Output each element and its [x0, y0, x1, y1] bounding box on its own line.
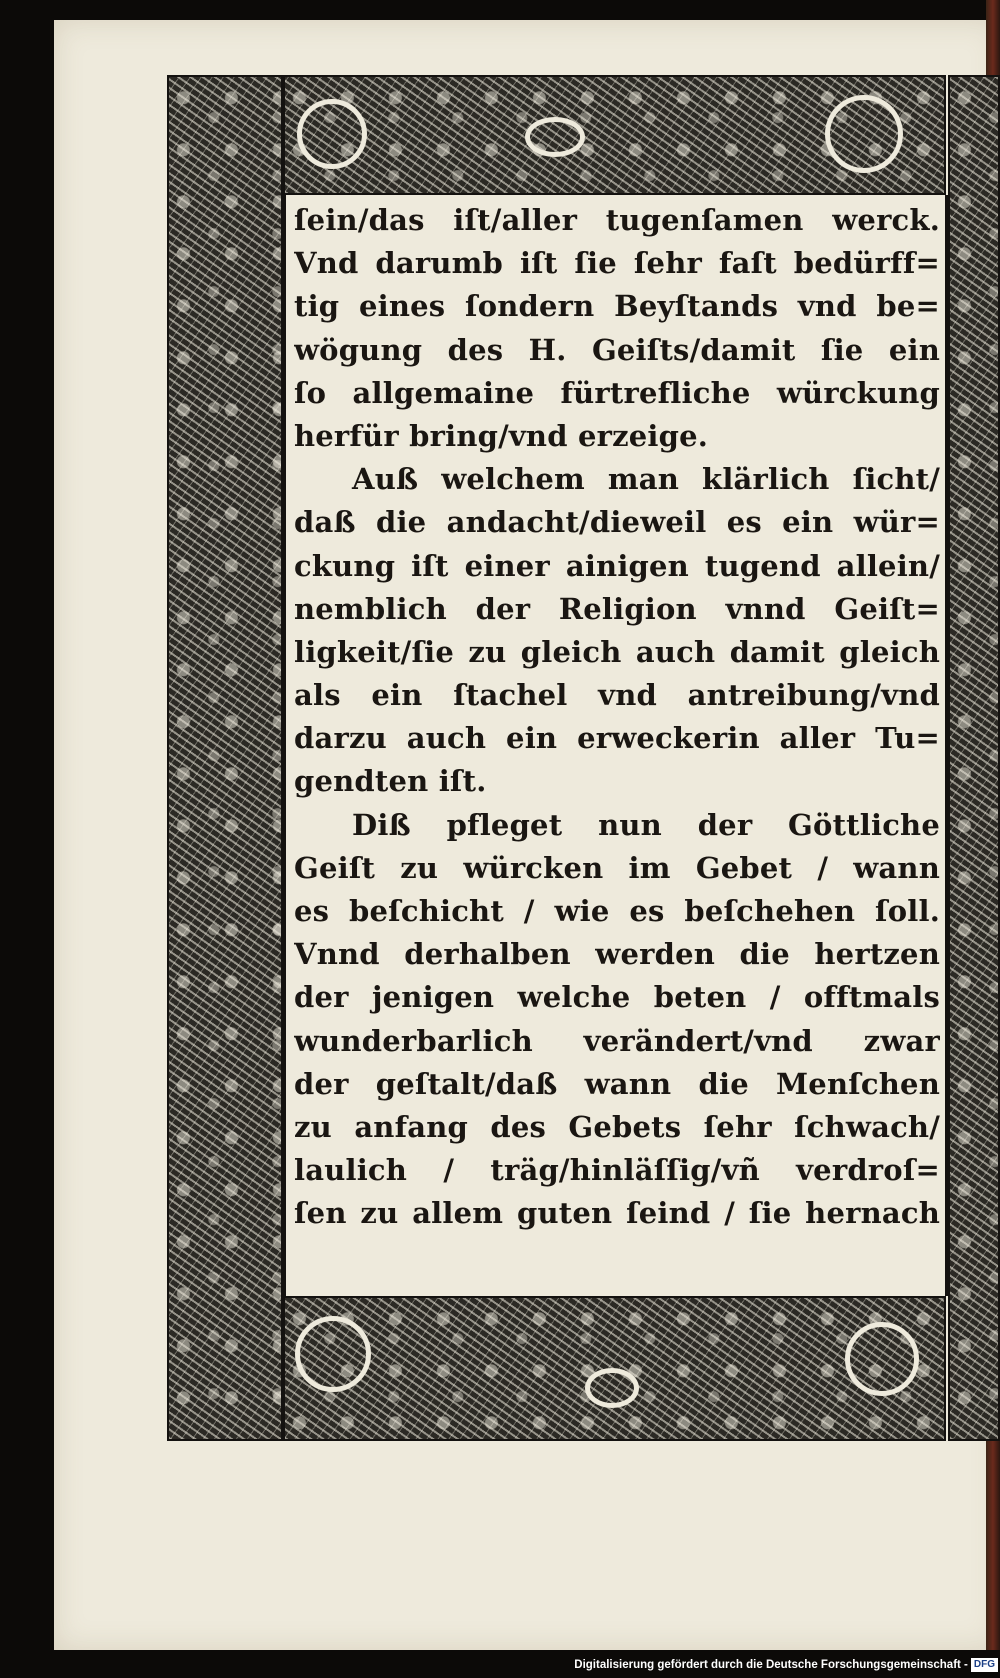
text-line: nemblich der Religion vnnd Geiſt=: [294, 591, 940, 626]
text-line: der geſtalt/daß wann die Menſchen: [294, 1066, 940, 1101]
dfg-logo: DFG: [971, 1658, 998, 1672]
text-line: ckung iſt einer ainigen tugend allein/: [294, 548, 940, 583]
woodcut-border-top: [283, 75, 946, 195]
text-line: ſo allgemaine fürtrefliche würckung: [294, 375, 940, 410]
text-line: darzu auch ein erweckerin aller Tu=: [294, 721, 940, 756]
text-line: Vnd darumb iſt ſie ſehr faſt bedürff=: [294, 246, 940, 281]
woodcut-border-right: [948, 75, 1000, 1441]
text-line: Vnnd derhalben werden die hertzen: [294, 937, 940, 972]
text-line: tig eines ſondern Beyſtands vnd be=: [294, 289, 940, 324]
text-line: gendten iſt.: [294, 764, 487, 799]
woodcut-border-bottom: [283, 1296, 946, 1441]
scroll-ornament: [585, 1368, 639, 1408]
scroll-ornament: [525, 117, 585, 157]
text-line: daß die andacht/dieweil es ein wür=: [294, 505, 940, 540]
text-line: Geiſt zu würcken im Gebet / wann: [294, 850, 940, 885]
text-line: es beſchicht / wie es beſchehen ſoll.: [294, 894, 940, 928]
text-line: Auß welchem man klärlich ſicht/: [352, 462, 940, 497]
scroll-ornament: [295, 1316, 371, 1392]
body-text: [294, 199, 940, 1236]
text-line: ligkeit/ſie zu gleich auch damit gleich: [294, 634, 940, 669]
scroll-ornament: [825, 95, 903, 173]
text-line: der jenigen welche beten / offtmals: [294, 980, 940, 1015]
text-line: herfür bring/vnd erzeige.: [294, 418, 709, 453]
text-line: als ein ſtachel vnd antreibung/vnd: [294, 678, 940, 713]
text-block: [283, 195, 948, 1296]
text-line: ſen zu allem guten ſeind / ſie hernach: [294, 1196, 940, 1231]
digitization-credit: [574, 1655, 998, 1675]
text-line: ſein/das iſt/aller tugenſamen werck.: [294, 203, 940, 237]
text-line: Diß pfleget nun der Göttliche: [352, 807, 940, 842]
scroll-ornament: [845, 1322, 919, 1396]
scroll-ornament: [297, 99, 367, 169]
text-line: zu anfang des Gebets ſehr ſchwach/: [294, 1109, 940, 1144]
text-line: wunderbarlich verändert/vnd zwar: [294, 1023, 940, 1058]
credit-text: Digitalisierung gefördert durch die Deutsche Forschungsgemeinschaft -: [574, 1659, 968, 1671]
woodcut-border-left: [167, 75, 283, 1441]
text-line: laulich / träg/hinläſſig/vñ verdroſ=: [294, 1153, 940, 1188]
text-line: wögung des H. Geiſts/damit ſie ein: [294, 332, 940, 367]
